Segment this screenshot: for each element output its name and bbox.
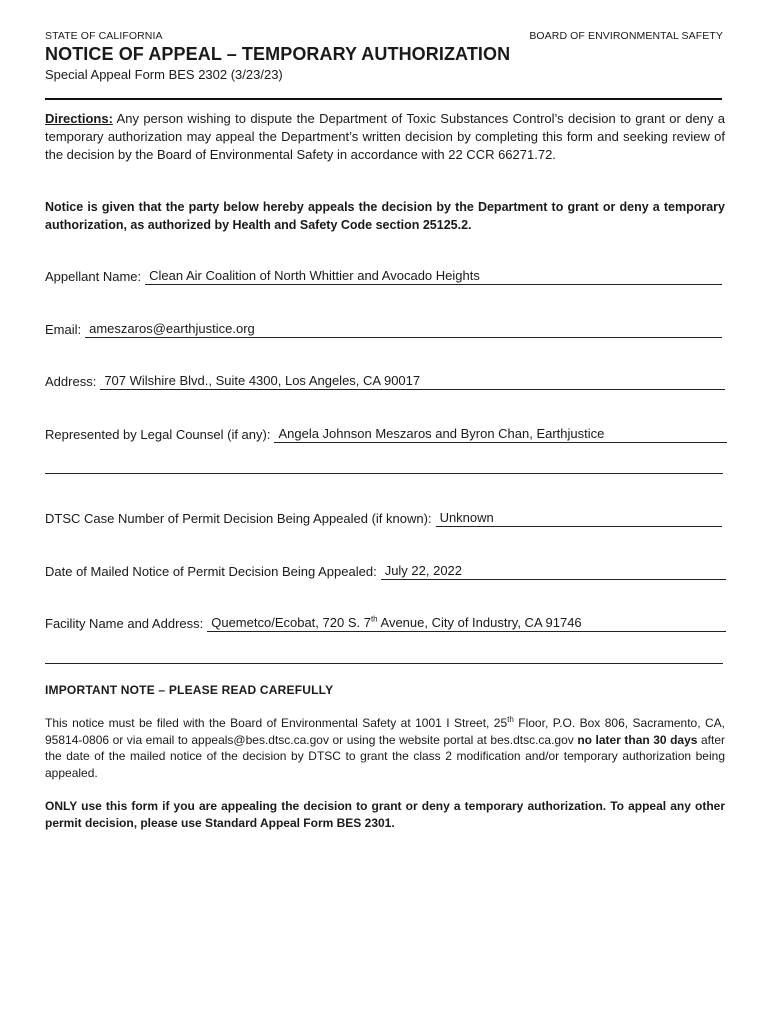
- email-field: [45, 321, 722, 338]
- note-body-part-1: This notice must be filed with the Board of Environmental Safety at 1001 I Street, 25: [45, 716, 508, 730]
- form-subtitle: Special Appeal Form BES 2302 (3/23/23): [45, 67, 283, 82]
- facility-field: [45, 615, 726, 632]
- mailed-date-input[interactable]: July 22, 2022: [381, 563, 726, 580]
- address-input[interactable]: 707 Wilshire Blvd., Suite 4300, Los Angeles, CA 90017: [100, 373, 725, 390]
- case-number-field: [45, 510, 722, 527]
- state-label: STATE OF CALIFORNIA: [45, 30, 163, 42]
- directions-label: Directions:: [45, 111, 113, 126]
- facility-value-end: Avenue, City of Industry, CA 91746: [377, 615, 582, 630]
- email-input[interactable]: ameszaros@earthjustice.org: [85, 321, 722, 338]
- note-body-ordinal: th: [507, 715, 514, 724]
- appellant-name-input[interactable]: Clean Air Coalition of North Whittier and Avocado Heights: [145, 268, 722, 285]
- important-note-body: [45, 715, 725, 781]
- address-field: [45, 373, 725, 390]
- legal-counsel-field: [45, 426, 727, 443]
- note-body-part-2: Floor, P.O. Box 806, Sacramento, CA, 95814-0806 or via email to appeals@bes.dtsc.ca.gov or using the website portal at bes.dtsc.ca.gov: [45, 716, 726, 747]
- facility-value-ordinal: th: [370, 614, 378, 624]
- important-note-heading: IMPORTANT NOTE – PLEASE READ CAREFULLY: [45, 683, 334, 697]
- mailed-date-field: [45, 563, 726, 580]
- note-body-deadline: no later than 30 days: [577, 732, 698, 747]
- top-header-row: [45, 30, 723, 42]
- legal-counsel-input[interactable]: Angela Johnson Meszaros and Byron Chan, Earthjustice: [274, 426, 727, 443]
- address-label: Address:: [45, 374, 97, 389]
- header-divider: [45, 98, 722, 100]
- board-label: BOARD OF ENVIRONMENTAL SAFETY: [529, 30, 723, 42]
- form-title: NOTICE OF APPEAL – TEMPORARY AUTHORIZATION: [45, 44, 511, 64]
- important-note-final: ONLY use this form if you are appealing the decision to grant or deny a temporary authorization. To appeal any other permit decision, please use Standard Appeal Form BES 2301.: [45, 799, 725, 830]
- appellant-name-label: Appellant Name:: [45, 269, 142, 284]
- facility-value-start: Quemetco/Ecobat, 720 S. 7: [211, 615, 371, 630]
- legal-counsel-label: Represented by Legal Counsel (if any):: [45, 427, 271, 442]
- facility-extra-line[interactable]: [45, 663, 723, 664]
- appellant-name-field: [45, 268, 722, 285]
- directions-text: Any person wishing to dispute the Department of Toxic Substances Control’s decision to grant or deny a temporary authorization may appeal the Department’s written decision by completing this form and seeking review of the decision by the Board of Environmental Safety in accordance with 22 CCR 66271.72.: [45, 111, 725, 162]
- email-label: Email:: [45, 322, 82, 337]
- note-body-part-3: after the date of the mailed notice of the decision by DTSC to grant the class 2 modification and/or temporary authorization being appealed.: [45, 732, 725, 780]
- facility-label: Facility Name and Address:: [45, 616, 204, 631]
- facility-input[interactable]: [207, 615, 726, 632]
- notice-statement: Notice is given that the party below hereby appeals the decision by the Department to grant or deny a temporary authorization, as authorized by Health and Safety Code section 25125.2.: [45, 200, 725, 232]
- directions-paragraph: [45, 110, 725, 164]
- legal-counsel-extra-line[interactable]: [45, 473, 723, 474]
- case-number-input[interactable]: Unknown: [436, 510, 722, 527]
- mailed-date-label: Date of Mailed Notice of Permit Decision Being Appealed:: [45, 564, 377, 579]
- case-number-label: DTSC Case Number of Permit Decision Being Appealed (if known):: [45, 511, 432, 526]
